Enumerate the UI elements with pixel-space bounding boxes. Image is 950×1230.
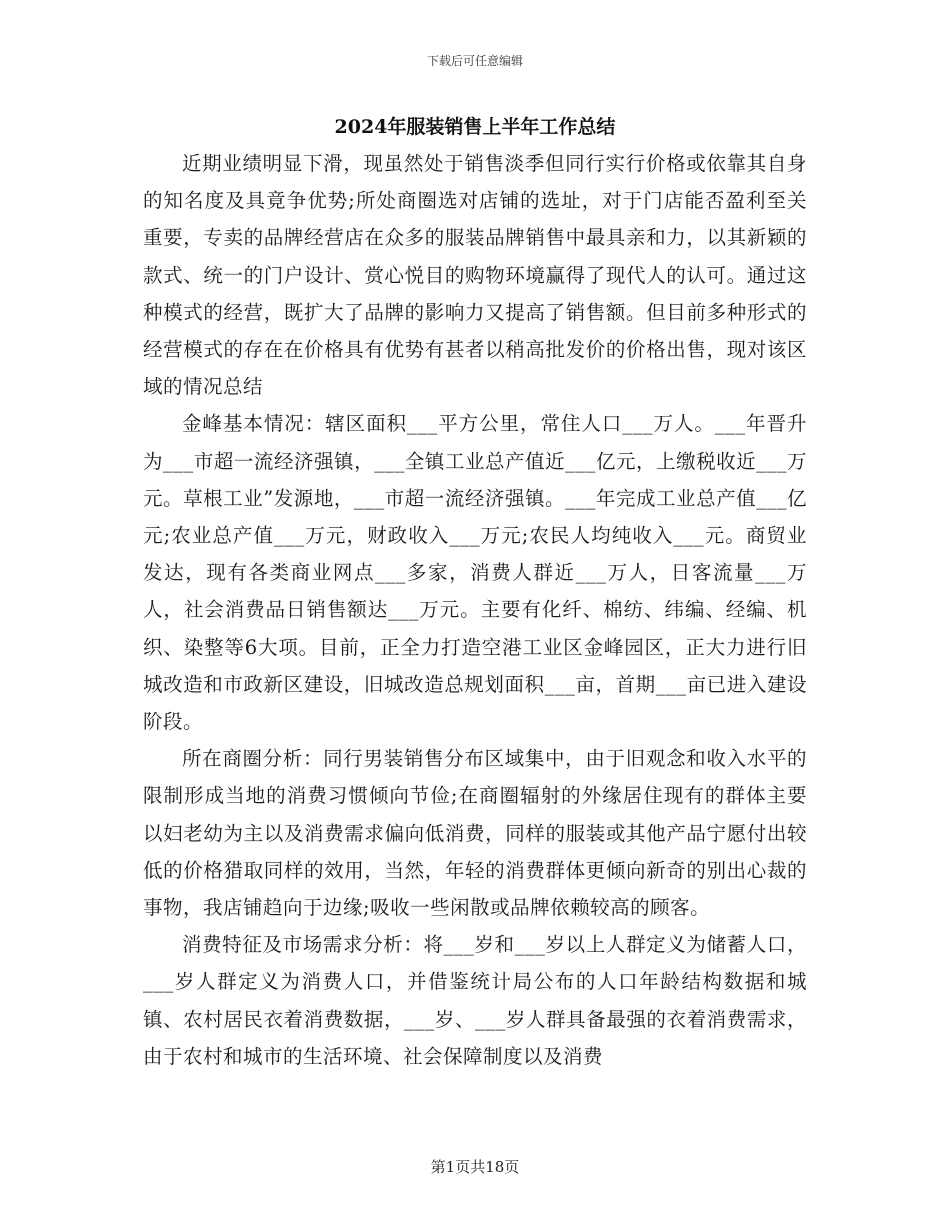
page-number: 第1页共18页 [430, 1158, 520, 1176]
paragraph-trade-area: 所在商圈分析：同行男装销售分布区域集中，由于旧观念和收入水平的限制形成当地的消费习惯倾向节俭;在商圈辐射的外缘居住现有的群体主要以妇老幼为主以及消费需求偏向低消费，同样的服装或其他产品宁愿付出较低的价格猎取同样的效用，当然，年轻的消费群体更倾向新奇的别出心裁的事物，我店铺趋向于边缘;吸收一些闲散或品牌依赖较高的顾客。 [143, 747, 807, 920]
paragraph-intro: 近期业绩明显下滑，现虽然处于销售淡季但同行实行价格或依靠其自身的知名度及具竟争优势;所处商圈选对店铺的选址，对于门店能否盈利至关重要，专卖的品牌经营店在众多的服装品牌销售中最具亲和力，以其新颖的款式、统一的门户设计、赏心悦目的购物环境赢得了现代人的认可。通过这种模式的经营，既扩大了品牌的影响力又提高了销售额。但目前多种形式的经营模式的存在在价格具有优势有甚者以稍高批发价的价格出售，现对该区域的情况总结 [143, 152, 807, 399]
page-header-note: 下载后可任意编辑 [426, 54, 523, 68]
document-title: 2024年服装销售上半年工作总结 [334, 116, 616, 138]
document-body [143, 145, 807, 1075]
paragraph-basic-info: 金峰基本情况：辖区面积___平方公里，常住人口___万人。___年晋升为___市超一流经济强镇，___全镇工业总产值近___亿元，上缴税收近___万元。草根工业”发源地，___市超一流经济强镇。___年完成工业总产值___亿元;农业总产值___万元，财政收入___万元;农民人均纯收入___元。商贸业发达，现有各类商业网点___多家，消费人群近___万人，日客流量___万人，社会消费品日销售额达___万元。主要有化纤、棉纺、纬编、经编、机织、染整等6大项。目前，正全力打造空港工业区金峰园区，正大力进行旧城改造和市政新区建设，旧城改造总规划面积___亩，首期___亩已进入建设阶段。 [143, 412, 807, 734]
paragraph-consumption: 消费特征及市场需求分析：将___岁和___岁以上人群定义为储蓄人口，___岁人群定义为消费人口，并借鉴统计局公布的人口年龄结构数据和城镇、农村居民衣着消费数据，___岁、___岁人群具备最强的衣着消费需求，由于农村和城市的生活环境、社会保障制度以及消费 [143, 933, 807, 1068]
